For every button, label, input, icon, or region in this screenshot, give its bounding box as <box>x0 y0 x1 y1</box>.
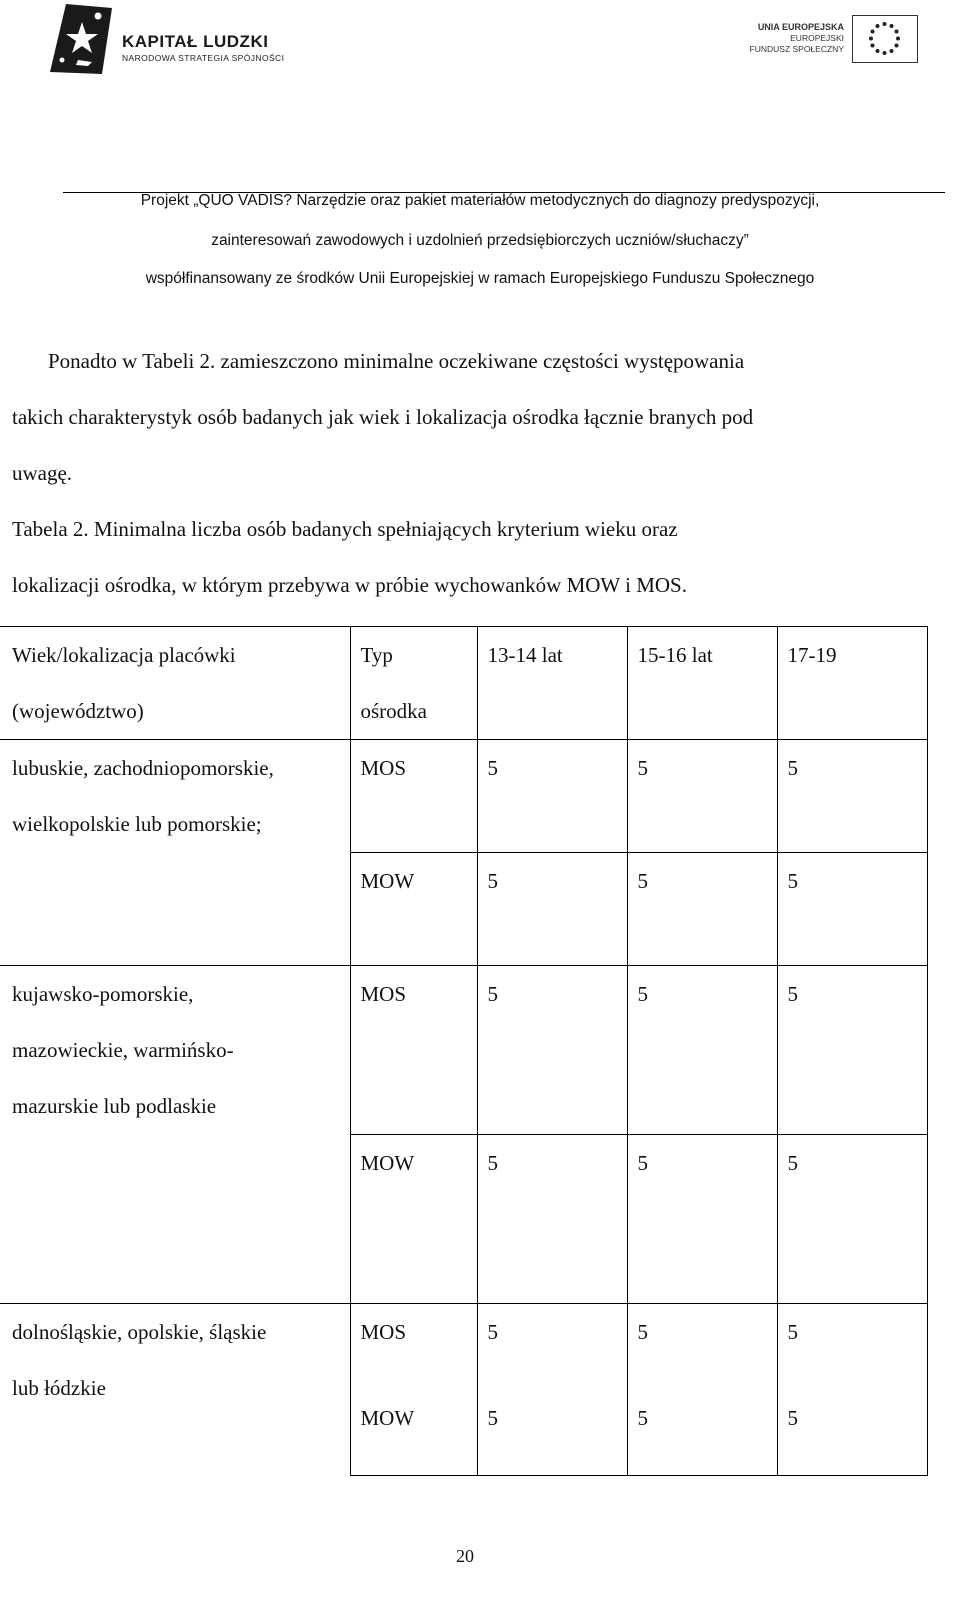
header-region-line-2: (województwo) <box>12 699 144 723</box>
region-cell <box>0 1304 350 1476</box>
table-caption-line-1: Tabela 2. Minimalna liczba osób badanych spełniających kryterium wieku oraz <box>12 517 678 541</box>
type-cell: MOS <box>350 966 477 1135</box>
kapital-ludzki-title: KAPITAŁ LUDZKI <box>122 32 269 51</box>
region-line: mazurskie lub podlaskie <box>12 1094 217 1118</box>
intro-line-2: takich charakterystyk osób badanych jak wiek i lokalizacja ośrodka łącznie branych pod <box>12 405 754 429</box>
intro-line-3: uwagę. <box>12 461 73 485</box>
value-cell: 5 <box>477 740 627 853</box>
eu-flag-icon <box>852 15 918 63</box>
region-line: lubuskie, zachodniopomorskie, <box>12 756 274 780</box>
type-cell: MOW <box>350 1390 477 1476</box>
table-caption-line-2: lokalizacji ośrodka, w którym przebywa w próbie wychowanków MOW i MOS. <box>12 573 687 597</box>
value-cell: 5 <box>477 1304 627 1390</box>
table-row <box>0 966 927 1135</box>
kapital-ludzki-star-icon <box>48 2 114 78</box>
region-line: wielkopolskie lub pomorskie; <box>12 812 262 836</box>
value-cell: 5 <box>777 1135 927 1304</box>
table-header-row <box>0 627 927 740</box>
page-number: 20 <box>456 1546 474 1566</box>
value-cell: 5 <box>627 853 777 966</box>
header-type-cell <box>350 627 477 740</box>
header-age-3: 17-19 <box>777 627 927 740</box>
value-cell: 5 <box>627 740 777 853</box>
table-row <box>0 740 927 853</box>
region-cell <box>0 740 350 966</box>
type-cell: MOS <box>350 1304 477 1390</box>
header-type-line-2: ośrodka <box>360 699 427 723</box>
type-cell: MOW <box>350 853 477 966</box>
value-cell: 5 <box>777 1390 927 1476</box>
value-cell: 5 <box>777 853 927 966</box>
value-cell: 5 <box>777 740 927 853</box>
value-cell: 5 <box>777 1304 927 1390</box>
eu-logo <box>736 8 928 70</box>
value-cell: 5 <box>777 966 927 1135</box>
header-age-2: 15-16 lat <box>627 627 777 740</box>
type-cell: MOW <box>350 1135 477 1304</box>
region-line: kujawsko-pomorskie, <box>12 982 194 1006</box>
header-region-line-1: Wiek/lokalizacja placówki <box>12 643 236 667</box>
eu-logo-line2: EUROPEJSKI <box>790 33 844 43</box>
kapital-ludzki-subtitle: NARODOWA STRATEGIA SPÓJNOŚCI <box>122 53 285 63</box>
header-line-2: zainteresowań zawodowych i uzdolnień przedsiębiorczych uczniów/słuchaczy” <box>211 232 749 249</box>
header-line-3: współfinansowany ze środków Unii Europejskiej w ramach Europejskiego Funduszu Społecznego <box>145 270 815 287</box>
intro-line-1: Ponadto w Tabeli 2. zamieszczono minimalne oczekiwane częstości występowania <box>48 349 745 373</box>
region-line: lub łódzkie <box>12 1376 106 1400</box>
header-region-cell <box>0 627 350 740</box>
data-table <box>0 626 928 1476</box>
value-cell: 5 <box>627 1135 777 1304</box>
table-row <box>0 1304 927 1390</box>
header-line-1: Projekt „QUO VADIS? Narzędzie oraz pakiet materiałów metodycznych do diagnozy predyspozycji, <box>140 192 820 209</box>
region-line: dolnośląskie, opolskie, śląskie <box>12 1320 267 1344</box>
type-cell: MOS <box>350 740 477 853</box>
value-cell: 5 <box>477 853 627 966</box>
value-cell: 5 <box>627 1304 777 1390</box>
value-cell: 5 <box>477 966 627 1135</box>
value-cell: 5 <box>627 1390 777 1476</box>
header-type-line-1: Typ <box>360 643 393 667</box>
eu-logo-line1: UNIA EUROPEJSKA <box>757 22 844 32</box>
value-cell: 5 <box>627 966 777 1135</box>
region-line: mazowieckie, warmińsko- <box>12 1038 234 1062</box>
header-age-1: 13-14 lat <box>477 627 627 740</box>
eu-logo-line3: FUNDUSZ SPOŁECZNY <box>749 44 844 54</box>
value-cell: 5 <box>477 1390 627 1476</box>
region-cell <box>0 966 350 1304</box>
eu-logo-text <box>750 22 844 55</box>
value-cell: 5 <box>477 1135 627 1304</box>
kapital-ludzki-logo <box>48 2 298 78</box>
